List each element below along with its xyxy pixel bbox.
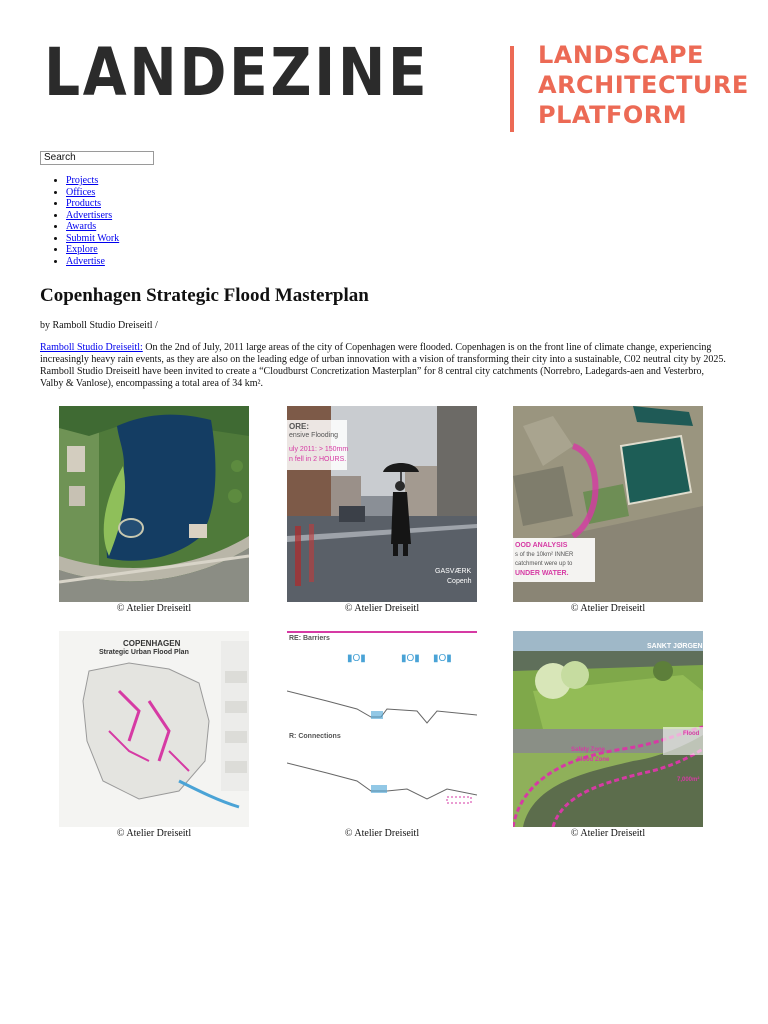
nav-link-awards[interactable]: Awards [66, 221, 97, 232]
nav-item-submit-work [66, 233, 119, 245]
overlay-text: RE: Barriers [289, 635, 330, 642]
nav-item-advertisers [66, 210, 119, 222]
overlay-text: uly 2011: > 150mm [289, 446, 349, 453]
image-caption: © Atelier Dreiseitl [116, 603, 192, 614]
gallery-item [59, 631, 249, 840]
nav-item-advertise [66, 256, 119, 268]
svg-text:▮O▮: ▮O▮ [433, 653, 452, 664]
overlay-text: Copenh [447, 578, 472, 585]
svg-text:▮O▮: ▮O▮ [347, 653, 366, 664]
main-nav [48, 175, 119, 267]
gallery-item [513, 406, 703, 615]
nav-item-awards [66, 221, 119, 233]
image-caption: © Atelier Dreiseitl [570, 603, 646, 614]
site-header [44, 34, 768, 140]
gallery-item [513, 631, 703, 840]
article-byline: by Ramboll Studio Dreiseitl / [40, 320, 158, 331]
image-caption: © Atelier Dreiseitl [344, 603, 420, 614]
gallery-item [59, 406, 249, 615]
overlay-text: s of the 10km² INNER [515, 552, 574, 558]
overlay-text: ensive Flooding [289, 432, 339, 439]
nav-link-products[interactable]: Products [66, 198, 101, 209]
site-logo[interactable]: LANDEZINE [44, 34, 430, 111]
image-caption: © Atelier Dreiseitl [570, 828, 646, 839]
gallery-image-section-diagrams[interactable] [287, 631, 477, 827]
gallery-image-flood-analysis[interactable] [513, 406, 703, 602]
overlay-text: Flood [683, 731, 700, 737]
intro-text: On the 2nd of July, 2011 large areas of the city of Copenhagen were flooded. Copenhagen is on the front line of climate change, experiencing increasingly heavy rain events, as they are also on the leading edge of urban innovation with a vision of transforming their city into a sustainable, C02 neutral city by 2025. Ramboll Studio Dreiseitl have been invited to create a “Cloudburst Concretization Masterplan” for 8 central city catchments (Norrebro, Ladegards-aen and Vesterbro, Valby & Vanlose), encompassing a total area of 34 km². [40, 342, 726, 389]
gallery-item [287, 631, 477, 840]
tagline-line: PLATFORM [538, 101, 688, 129]
article-title: Copenhagen Strategic Flood Masterplan [40, 285, 369, 306]
nav-item-projects [66, 175, 119, 187]
overlay-text: catchment were up to [515, 561, 573, 567]
overlay-text: Safety Zone [571, 747, 606, 753]
nav-link-explore[interactable]: Explore [66, 244, 98, 255]
image-caption: © Atelier Dreiseitl [344, 828, 420, 839]
overlay-text: n fell in 2 HOURS. [289, 456, 347, 463]
gallery-item [287, 406, 477, 615]
tagline-line: LANDSCAPE [538, 41, 704, 69]
office-link[interactable]: Ramboll Studio Dreiseitl: [40, 342, 143, 353]
tagline-line: ARCHITECTURE [538, 71, 749, 99]
image-caption: © Atelier Dreiseitl [116, 828, 192, 839]
overlay-text: ORE: [289, 422, 309, 431]
gallery-image-lake[interactable] [59, 406, 249, 602]
overlay-text: GASVÆRK [435, 568, 472, 575]
nav-link-advertisers[interactable]: Advertisers [66, 209, 113, 221]
overlay-text: Strategic Urban Flood Plan [99, 649, 189, 656]
overlay-text: R: Connections [289, 733, 341, 740]
nav-item-offices [66, 187, 119, 199]
svg-text:▮O▮: ▮O▮ [401, 653, 420, 664]
search-input[interactable] [40, 151, 154, 165]
overlay-text: 7,000m² [677, 777, 700, 783]
nav-item-products [66, 198, 119, 210]
nav-link-offices[interactable]: Offices [66, 186, 96, 198]
logo-divider [510, 46, 514, 132]
nav-link-submit-work[interactable]: Submit Work [66, 232, 120, 244]
overlay-text: SANKT JØRGEN [647, 643, 703, 650]
overlay-text: Flood Zone [577, 757, 610, 763]
gallery-image-park-flood-zones[interactable] [513, 631, 703, 827]
overlay-text: OOD ANALYSIS [515, 542, 568, 549]
overlay-text: UNDER WATER. [515, 570, 569, 577]
overlay-text: COPENHAGEN [123, 639, 181, 648]
article-intro [40, 342, 728, 390]
gallery-image-flooded-street[interactable] [287, 406, 477, 602]
gallery-image-flood-plan-map[interactable] [59, 631, 249, 827]
nav-link-projects[interactable]: Projects [66, 175, 99, 186]
nav-link-advertise[interactable]: Advertise [66, 255, 105, 267]
nav-item-explore [66, 244, 119, 256]
site-tagline [538, 40, 768, 130]
